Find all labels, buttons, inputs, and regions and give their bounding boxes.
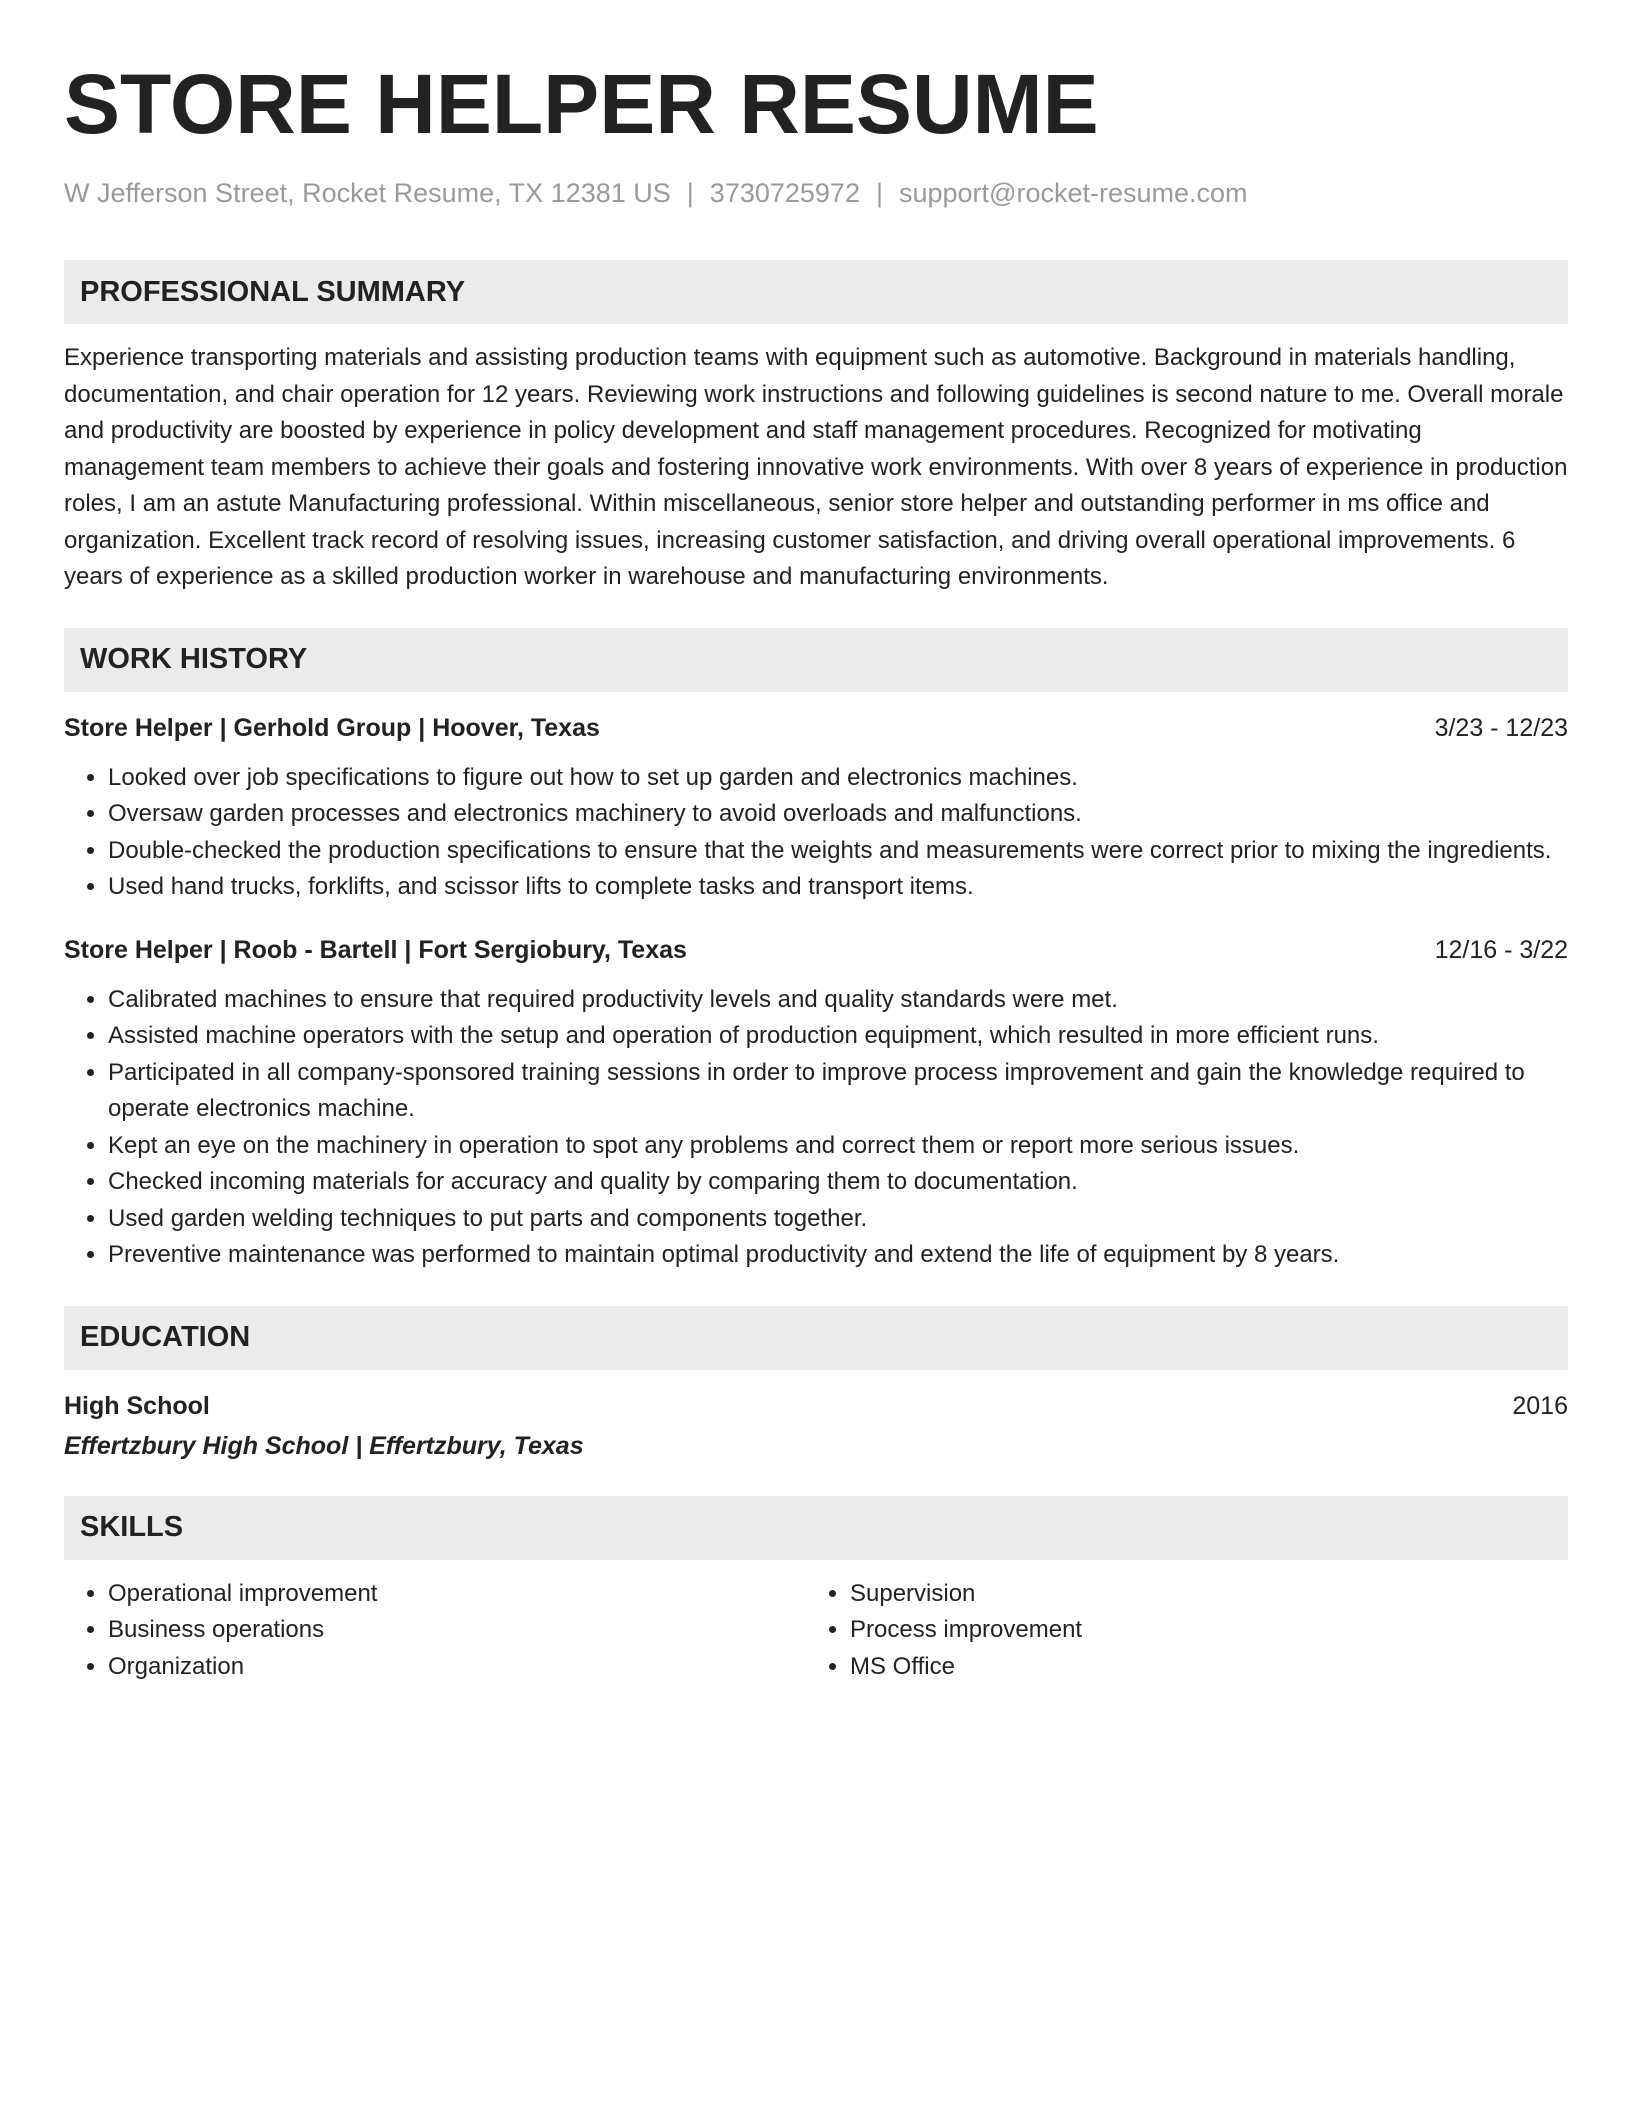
email: support@rocket-resume.com	[898, 178, 1248, 208]
section-heading-work-history: WORK HISTORY	[64, 628, 1568, 692]
job-bullet: • Participated in all company-sponsored training sessions in order to improve process improvement and gain the knowledge required to operate electronics machine.	[108, 1055, 1568, 1128]
education-degree: High School	[64, 1391, 210, 1420]
job-bullets	[64, 982, 1568, 1274]
education-year: 2016	[1512, 1391, 1568, 1420]
job-title: Store Helper | Gerhold Group | Hoover, Texas	[64, 713, 600, 742]
job-bullet: • Preventive maintenance was performed to maintain optimal productivity and extend the life of equipment by 8 years.	[108, 1237, 1568, 1274]
job-dates: 12/16 - 3/22	[1434, 935, 1568, 964]
skill-item: • Business operations	[108, 1612, 806, 1649]
skill-item: • Operational improvement	[108, 1576, 806, 1613]
job-entry	[64, 710, 1568, 906]
job-dates: 3/23 - 12/23	[1434, 713, 1568, 742]
contact-separator: |	[686, 178, 694, 208]
job-bullet: • Oversaw garden processes and electronics machinery to avoid overloads and malfunctions.	[108, 796, 1568, 833]
contact-line	[64, 176, 1568, 210]
resume-title: STORE HELPER RESUME	[64, 57, 1099, 151]
summary-text: Experience transporting materials and assisting production teams with equipment such as automotive. Background in materials handling, documentation, and chair operation for 12 years. Reviewing work instructions and following guidelines is second nature to me. Overall morale and productivity are boosted by experience in policy development and staff management procedures. Recognized for motivating management team members to achieve their goals and fostering innovative work environments. With over 8 years of experience in production roles, I am an astute Manufacturing professional. Within miscellaneous, senior store helper and outstanding performer in ms office and organization. Excellent track record of resolving issues, increasing customer satisfaction, and driving overall operational improvements. 6 years of experience as a skilled production worker in warehouse and manufacturing environments.	[64, 344, 1568, 590]
section-heading-summary: PROFESSIONAL SUMMARY	[64, 260, 1568, 324]
job-entry	[64, 932, 1568, 1274]
phone: 3730725972	[709, 178, 860, 208]
job-header	[64, 710, 1568, 746]
education-school: Effertzbury High School | Effertzbury, Texas	[64, 1431, 584, 1460]
section-heading-skills: SKILLS	[64, 1496, 1568, 1560]
job-bullet: • Kept an eye on the machinery in operation to spot any problems and correct them or report more serious issues.	[108, 1128, 1568, 1165]
job-bullet: • Calibrated machines to ensure that required productivity levels and quality standards were met.	[108, 982, 1568, 1019]
address: W Jefferson Street, Rocket Resume, TX 12381 US	[64, 178, 671, 208]
skill-item: • Process improvement	[850, 1612, 1548, 1649]
job-bullets	[64, 760, 1568, 906]
skill-item: • Supervision	[850, 1576, 1548, 1613]
job-bullet: • Double-checked the production specifications to ensure that the weights and measurements were correct prior to mixing the ingredients.	[108, 833, 1568, 870]
job-title: Store Helper | Roob - Bartell | Fort Sergiobury, Texas	[64, 935, 687, 964]
section-heading-education: EDUCATION	[64, 1306, 1568, 1370]
education-header	[64, 1388, 1568, 1424]
skill-item: • MS Office	[850, 1649, 1548, 1686]
skills-columns	[64, 1576, 1568, 1686]
skills-list-left	[64, 1576, 806, 1686]
job-header	[64, 932, 1568, 968]
job-bullet: • Looked over job specifications to figure out how to set up garden and electronics machines.	[108, 760, 1568, 797]
contact-separator: |	[875, 178, 883, 208]
skill-item: • Organization	[108, 1649, 806, 1686]
job-bullet: • Used hand trucks, forklifts, and scissor lifts to complete tasks and transport items.	[108, 869, 1568, 906]
job-bullet: • Checked incoming materials for accuracy and quality by comparing them to documentation.	[108, 1164, 1568, 1201]
job-bullet: • Assisted machine operators with the setup and operation of production equipment, which resulted in more efficient runs.	[108, 1018, 1568, 1055]
job-bullet: • Used garden welding techniques to put parts and components together.	[108, 1201, 1568, 1238]
skills-list-right	[806, 1576, 1548, 1686]
